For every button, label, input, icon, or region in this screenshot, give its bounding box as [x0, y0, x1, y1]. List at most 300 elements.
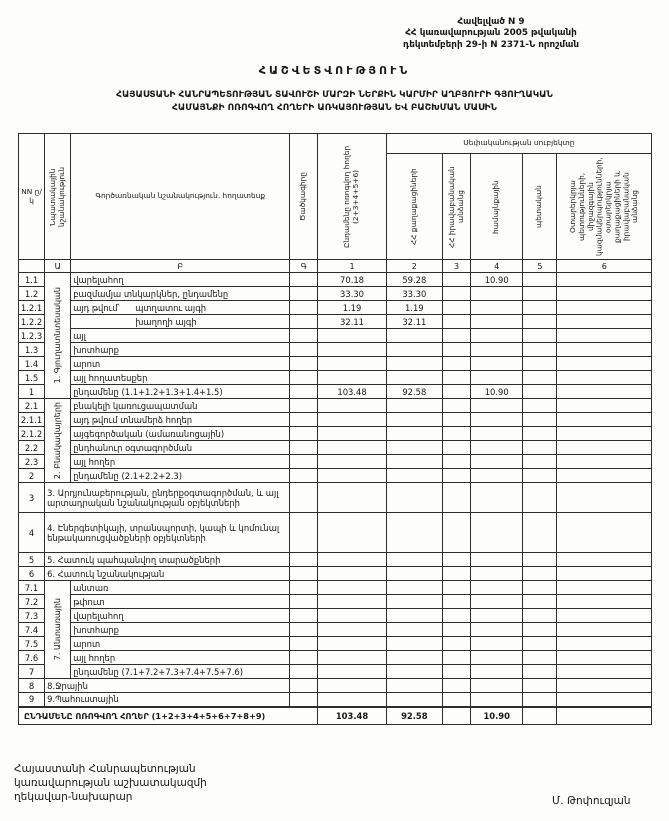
value-cell	[523, 665, 557, 679]
code-cell	[290, 455, 318, 469]
value-cell	[557, 357, 652, 371]
col-header-community-label: համայնքային	[491, 179, 501, 234]
value-cell	[523, 637, 557, 651]
row-number-cell: 2.1	[19, 399, 45, 413]
row-label: 4. Էներգետիկայի, տրանսպորտի, կապի և կոմունալ ենթակառուցվածքների օբյեկտների	[47, 522, 280, 543]
row-label-cell	[71, 455, 290, 469]
subtitle-line-1: ՀԱՅԱՍՏԱՆԻ ՀԱՆՐԱՊԵՏՈՒԹՅԱՆ ՏԱՎՈՒՇԻ ՄԱՐԶԻ ՆԵՐՔԻՆ ԿԱՐՄԻՐ ԱՂԲՅՈՒՐԻ ԳՅՈՒՂԱԿԱՆ	[116, 90, 553, 100]
value-cell	[386, 413, 442, 427]
value-cell	[523, 315, 557, 329]
table-row	[19, 329, 652, 343]
row-label-cell	[71, 469, 290, 483]
value-cell	[318, 693, 386, 707]
row-label-cell	[71, 427, 290, 441]
value-cell	[557, 315, 652, 329]
value-cell	[523, 693, 557, 707]
value-cell	[442, 301, 470, 315]
table-row	[19, 637, 652, 651]
value-cell	[442, 371, 470, 385]
value-cell	[557, 427, 652, 441]
document-title: ՀԱՇՎԵՏՎՈՒԹՅՈՒՆ	[258, 64, 411, 77]
value-cell	[471, 679, 523, 693]
table-row	[19, 581, 652, 595]
value-cell: 1.19	[386, 301, 442, 315]
value-cell	[442, 513, 470, 553]
value-cell	[318, 329, 386, 343]
value-cell	[523, 707, 557, 725]
code-cell	[290, 483, 318, 513]
row-label-cell	[71, 273, 290, 287]
value-cell	[386, 679, 442, 693]
table-row	[19, 567, 652, 581]
code-cell	[290, 693, 318, 707]
table-row	[19, 609, 652, 623]
column-letter: 2	[386, 260, 442, 273]
table-row	[19, 513, 652, 553]
group-label-cell	[45, 273, 71, 399]
value-cell	[442, 455, 470, 469]
value-cell	[471, 469, 523, 483]
row-label-cell	[45, 567, 290, 581]
value-cell	[386, 357, 442, 371]
value-cell	[386, 329, 442, 343]
row-label: 9.Պահուստային	[47, 694, 119, 705]
value-cell	[318, 651, 386, 665]
row-number-cell: 7.2	[19, 595, 45, 609]
value-cell	[386, 693, 442, 707]
value-cell	[523, 441, 557, 455]
row-number-cell: 1.3	[19, 343, 45, 357]
code-cell	[290, 427, 318, 441]
value-cell: 33.30	[386, 287, 442, 301]
value-cell: 92.58	[386, 385, 442, 399]
row-label-cell	[71, 287, 290, 301]
table-row	[19, 301, 652, 315]
row-number-cell: 3	[19, 483, 45, 513]
col-header-state-label: պետական	[534, 185, 544, 228]
row-number-cell: 9	[19, 693, 45, 707]
value-cell	[442, 707, 470, 725]
value-cell	[523, 427, 557, 441]
value-cell	[386, 553, 442, 567]
value-cell	[523, 553, 557, 567]
row-label-cell	[71, 315, 290, 329]
row-label: ընդամենը (7.1+7.2+7.3+7.4+7.5+7.6)	[73, 666, 243, 677]
value-cell	[442, 357, 470, 371]
col-header-legal-entities-label: ՀՀ իրավաբանական անձանց	[446, 165, 465, 248]
value-cell	[386, 399, 442, 413]
code-cell	[290, 399, 318, 413]
value-cell	[471, 287, 523, 301]
row-label: վարելահող	[73, 274, 124, 285]
value-cell	[557, 581, 652, 595]
column-letter: 5	[523, 260, 557, 273]
code-cell	[290, 679, 318, 693]
col-header-ownership: Սեփականության սուբյեկտը	[386, 134, 651, 154]
signature-block	[14, 762, 207, 805]
value-cell	[523, 469, 557, 483]
value-cell	[442, 623, 470, 637]
row-label: այլ	[73, 330, 86, 341]
value-cell: 70.18	[318, 273, 386, 287]
table-row	[19, 693, 652, 707]
col-header-total	[318, 134, 386, 260]
value-cell	[523, 483, 557, 513]
value-cell	[442, 609, 470, 623]
col-header-foreign	[557, 154, 652, 260]
table-row	[19, 315, 652, 329]
value-cell	[557, 513, 652, 553]
value-cell	[318, 679, 386, 693]
table-row	[19, 427, 652, 441]
value-cell	[523, 399, 557, 413]
col-header-community	[471, 154, 523, 260]
value-cell: 32.11	[386, 315, 442, 329]
value-cell	[557, 483, 652, 513]
row-label-cell	[45, 483, 290, 513]
value-cell	[471, 623, 523, 637]
value-cell	[557, 287, 652, 301]
row-label-cell	[71, 665, 290, 679]
value-cell	[523, 371, 557, 385]
col-header-nn: NN ը/կ	[19, 134, 45, 260]
row-label: այդ թվում՝	[73, 302, 120, 313]
value-cell	[557, 553, 652, 567]
value-cell	[471, 329, 523, 343]
value-cell	[386, 665, 442, 679]
value-cell	[523, 679, 557, 693]
value-cell	[557, 651, 652, 665]
value-cell	[471, 567, 523, 581]
value-cell	[557, 385, 652, 399]
row-number-cell: 7.5	[19, 637, 45, 651]
group-label: 2. Բնակավայրերի	[52, 401, 62, 480]
value-cell	[523, 385, 557, 399]
value-cell	[471, 455, 523, 469]
row-label-cell	[71, 343, 290, 357]
value-cell	[523, 609, 557, 623]
group-label-cell	[45, 399, 71, 483]
row-number-cell: 8	[19, 679, 45, 693]
col-header-legal-entities	[442, 154, 470, 260]
col-header-functional: Գործառնական նշանակություն. հողատեսք	[71, 134, 290, 260]
value-cell	[386, 567, 442, 581]
value-cell	[318, 637, 386, 651]
row-label: արոտ	[73, 638, 101, 649]
value-cell	[471, 399, 523, 413]
table-row	[19, 399, 652, 413]
value-cell	[471, 595, 523, 609]
value-cell	[318, 513, 386, 553]
value-cell	[386, 483, 442, 513]
grand-total-row	[19, 707, 652, 725]
row-label-cell	[71, 609, 290, 623]
code-cell	[290, 567, 318, 581]
row-label-cell	[45, 513, 290, 553]
row-label: 8.Ջրային	[47, 680, 88, 691]
col-header-code	[290, 134, 318, 260]
value-cell	[471, 483, 523, 513]
row-number-cell: 7.3	[19, 609, 45, 623]
value-cell	[386, 595, 442, 609]
value-cell	[471, 553, 523, 567]
row-label-cell	[71, 441, 290, 455]
value-cell	[557, 301, 652, 315]
code-cell	[290, 273, 318, 287]
col-header-total-label: Ընդամենը ոռոգվող հողեր (2+3+4+5+6)	[342, 145, 361, 248]
value-cell	[442, 637, 470, 651]
value-cell	[386, 609, 442, 623]
column-letter: 6	[557, 260, 652, 273]
row-number-cell: 5	[19, 553, 45, 567]
value-cell	[523, 623, 557, 637]
code-cell	[290, 329, 318, 343]
value-cell: 10.90	[471, 707, 523, 725]
value-cell: 33.30	[318, 287, 386, 301]
value-cell	[386, 651, 442, 665]
value-cell	[318, 483, 386, 513]
table-row	[19, 665, 652, 679]
row-label-cell	[71, 651, 290, 665]
value-cell	[318, 609, 386, 623]
column-letter: Բ	[71, 260, 290, 273]
row-number-cell: 6	[19, 567, 45, 581]
row-label: խոտհարք	[73, 344, 119, 355]
row-number-cell: 2.1.2	[19, 427, 45, 441]
value-cell	[557, 567, 652, 581]
value-cell	[318, 343, 386, 357]
row-number-cell: 1.2	[19, 287, 45, 301]
row-label: այդ թվում տնամերձ հողեր	[73, 414, 193, 425]
value-cell	[386, 371, 442, 385]
code-cell	[290, 441, 318, 455]
value-cell	[471, 513, 523, 553]
row-label-cell	[45, 693, 290, 707]
value-cell	[557, 273, 652, 287]
value-cell: 32.11	[318, 315, 386, 329]
code-cell	[290, 287, 318, 301]
value-cell	[557, 679, 652, 693]
footer-line-1: Հայաստանի Հանրապետության	[14, 763, 196, 775]
document-subtitle	[0, 89, 669, 115]
row-label	[73, 317, 129, 327]
column-letter: 1	[318, 260, 386, 273]
value-cell	[523, 651, 557, 665]
land-report-table	[18, 133, 652, 725]
value-cell	[557, 371, 652, 385]
group-label-cell	[45, 581, 71, 679]
value-cell	[442, 343, 470, 357]
table-row	[19, 385, 652, 399]
table-header	[19, 134, 652, 273]
table-row	[19, 371, 652, 385]
value-cell	[442, 469, 470, 483]
value-cell	[442, 385, 470, 399]
row-sublabel: խաղողի այգի	[135, 316, 197, 327]
value-cell	[471, 427, 523, 441]
value-cell	[386, 581, 442, 595]
code-cell	[290, 357, 318, 371]
value-cell	[442, 273, 470, 287]
value-cell	[557, 595, 652, 609]
value-cell: 103.48	[318, 707, 386, 725]
table-row	[19, 343, 652, 357]
appendix-title: Հավելված N 9	[457, 17, 525, 27]
value-cell: 92.58	[386, 707, 442, 725]
code-cell	[290, 371, 318, 385]
row-label: բնակելի կառուցապատման	[73, 400, 198, 411]
value-cell	[557, 455, 652, 469]
code-cell	[290, 665, 318, 679]
col-header-purpose-label: Նպատակային նշանակություն	[47, 166, 66, 227]
decree-line-1: ՀՀ կառավարության 2005 թվականի	[405, 28, 577, 39]
row-number-cell: 2.2	[19, 441, 45, 455]
row-number-cell: 7.4	[19, 623, 45, 637]
value-cell	[523, 567, 557, 581]
table-row	[19, 623, 652, 637]
value-cell	[523, 455, 557, 469]
value-cell	[318, 413, 386, 427]
value-cell	[318, 553, 386, 567]
code-cell	[290, 637, 318, 651]
row-number-cell: 1.5	[19, 371, 45, 385]
row-sublabel: պտղատու այգի	[135, 302, 207, 313]
value-cell	[318, 455, 386, 469]
row-label: 6. Հատուկ նշանակության	[47, 568, 165, 579]
value-cell	[442, 427, 470, 441]
row-number-cell: 1.2.3	[19, 329, 45, 343]
table-row	[19, 553, 652, 567]
code-cell	[290, 651, 318, 665]
value-cell	[386, 513, 442, 553]
row-label: արոտ	[73, 358, 101, 369]
value-cell	[557, 665, 652, 679]
value-cell	[442, 287, 470, 301]
value-cell	[471, 357, 523, 371]
value-cell	[523, 301, 557, 315]
value-cell	[442, 595, 470, 609]
code-cell	[290, 595, 318, 609]
value-cell	[557, 693, 652, 707]
value-cell	[523, 513, 557, 553]
row-label: ընդամենը (2.1+2.2+2.3)	[73, 470, 182, 481]
value-cell	[557, 609, 652, 623]
value-cell	[523, 357, 557, 371]
value-cell	[557, 707, 652, 725]
value-cell	[442, 553, 470, 567]
value-cell: 59.28	[386, 273, 442, 287]
row-number-cell: 7.1	[19, 581, 45, 595]
col-header-foreign-label: Օտարերկրյա պետությունների, միջազգային կազմակերպությունների, օտարերկրյա քաղաքացիների և իրավաբանական անձանց	[567, 157, 639, 256]
row-label: 3. Արդյունաբերության, ընդերքօգտագործման, և այլ արտադրական նշանակության օբյեկտների	[47, 487, 279, 508]
value-cell	[442, 581, 470, 595]
code-cell	[290, 343, 318, 357]
row-number-cell: 7	[19, 665, 45, 679]
row-label-cell	[71, 399, 290, 413]
value-cell	[471, 637, 523, 651]
value-cell	[442, 441, 470, 455]
value-cell	[386, 427, 442, 441]
row-label: այլ հողեր	[73, 652, 116, 663]
value-cell	[523, 581, 557, 595]
row-number-cell: 1	[19, 385, 45, 399]
value-cell	[442, 315, 470, 329]
row-label-cell	[71, 637, 290, 651]
row-label: այգեգործական (ամառանոցային)	[73, 428, 225, 439]
column-letter: Գ	[290, 260, 318, 273]
value-cell	[442, 329, 470, 343]
value-cell	[386, 455, 442, 469]
table-row	[19, 469, 652, 483]
table-row	[19, 273, 652, 287]
row-label-cell	[71, 413, 290, 427]
code-cell	[290, 553, 318, 567]
col-header-purpose	[45, 134, 71, 260]
table-row	[19, 483, 652, 513]
value-cell	[557, 413, 652, 427]
code-cell	[290, 513, 318, 553]
value-cell	[557, 441, 652, 455]
value-cell	[523, 595, 557, 609]
value-cell	[523, 287, 557, 301]
value-cell	[318, 567, 386, 581]
code-cell	[290, 581, 318, 595]
column-letter: 4	[471, 260, 523, 273]
value-cell	[442, 693, 470, 707]
signature-name: Մ. Թոփուզյան	[552, 795, 631, 807]
value-cell	[386, 637, 442, 651]
footer-line-2: կառավարության աշխատակազմի	[14, 777, 207, 790]
row-label-cell	[45, 553, 290, 567]
grand-total-label: ԸՆԴԱՄԵՆԸ ՈՌՈԳՎՈՂ ՀՈՂԵՐ (1+2+3+4+5+6+7+8+9)	[19, 707, 318, 725]
value-cell	[471, 693, 523, 707]
value-cell	[318, 665, 386, 679]
row-label: այլ հողեր	[73, 456, 116, 467]
value-cell	[471, 651, 523, 665]
table-row	[19, 595, 652, 609]
row-number-cell: 1.2.1	[19, 301, 45, 315]
table-row	[19, 357, 652, 371]
row-number-cell: 1.2.2	[19, 315, 45, 329]
value-cell	[471, 371, 523, 385]
row-number-cell: 4	[19, 513, 45, 553]
value-cell: 10.90	[471, 385, 523, 399]
row-label-cell	[71, 581, 290, 595]
code-cell	[290, 609, 318, 623]
value-cell	[471, 665, 523, 679]
value-cell	[386, 469, 442, 483]
row-label: 5. Հատուկ պահպանվող տարածքների	[47, 554, 221, 565]
value-cell	[386, 441, 442, 455]
row-label-cell	[71, 357, 290, 371]
decree-line-2: դեկտեմբերի 29-ի N 2371-Ն որոշման	[402, 39, 579, 50]
value-cell	[557, 469, 652, 483]
value-cell	[318, 357, 386, 371]
row-label-cell	[45, 679, 290, 693]
code-cell	[290, 469, 318, 483]
value-cell	[318, 427, 386, 441]
group-label: 7. Անտառային	[52, 598, 62, 661]
row-number-cell: 2.1.1	[19, 413, 45, 427]
value-cell	[557, 343, 652, 357]
row-label-cell	[71, 301, 290, 315]
value-cell	[318, 581, 386, 595]
column-letter	[19, 260, 45, 273]
value-cell: 10.90	[471, 273, 523, 287]
table-row	[19, 651, 652, 665]
value-cell	[557, 329, 652, 343]
value-cell	[442, 399, 470, 413]
